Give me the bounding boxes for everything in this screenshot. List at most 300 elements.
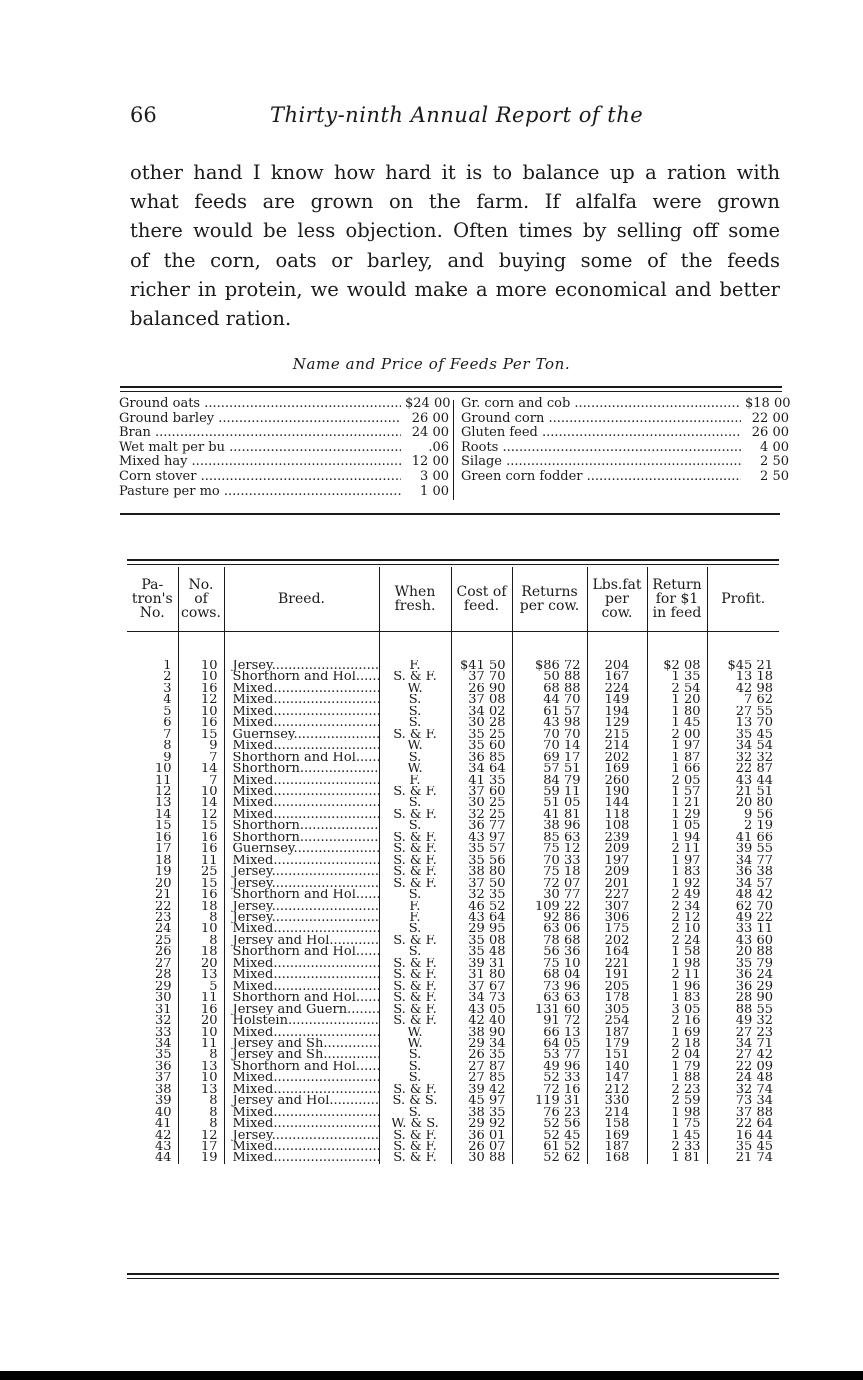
cow-count-cell: 15 xyxy=(178,729,224,740)
header-text: Returns per cow. xyxy=(519,584,580,614)
table-row xyxy=(127,1084,779,1095)
returns-per-cow-cell: 70 14 xyxy=(512,740,587,751)
feed-cost-cell: 30 28 xyxy=(451,717,512,728)
breed-text: Jersey and Hol xyxy=(232,1095,330,1107)
profit-cell: 32 74 xyxy=(707,1084,779,1095)
feed-price-row xyxy=(461,412,789,427)
feed-price-row xyxy=(461,470,789,485)
when-fresh-cell: S. xyxy=(379,752,451,763)
when-fresh-cell: S. & F. xyxy=(379,1130,451,1141)
breed-cell xyxy=(224,775,379,786)
feed-cost-cell: 35 48 xyxy=(451,946,512,957)
return-per-dollar-cell: 1 94 xyxy=(647,832,707,843)
patron-no-cell: 5 xyxy=(163,705,172,718)
cow-count-cell: 16 xyxy=(178,1004,224,1015)
when-fresh-cell: S. xyxy=(379,1107,451,1118)
running-title: Thirty-ninth Annual Report of the xyxy=(270,103,644,127)
leader-dots xyxy=(356,1061,379,1072)
fat-per-cow-cell: 158 xyxy=(587,1118,647,1129)
profit-cell: 62 70 xyxy=(707,901,779,912)
table-row xyxy=(127,912,779,923)
return-per-dollar-cell: 1 80 xyxy=(647,706,707,717)
returns-per-cow-cell: 52 62 xyxy=(512,1152,587,1163)
header-text: Profit. xyxy=(721,591,766,607)
leader-dots xyxy=(272,866,379,877)
returns-per-cow-cell: 51 05 xyxy=(512,797,587,808)
return-per-dollar-cell: 1 20 xyxy=(647,694,707,705)
fat-per-cow-cell: 118 xyxy=(587,809,647,820)
feed-name: Wet malt per bu ..... xyxy=(119,441,401,456)
feed-cost-cell: 37 08 xyxy=(451,694,512,705)
feed-price-row xyxy=(119,426,449,441)
return-per-dollar-cell: 2 10 xyxy=(647,923,707,934)
breed-text: Mixed xyxy=(232,797,274,809)
col-header-fresh xyxy=(379,567,451,632)
returns-per-cow-cell: 92 86 xyxy=(512,912,587,923)
return-per-dollar-cell: 1 81 xyxy=(647,1152,707,1163)
when-fresh-cell: F. xyxy=(379,901,451,912)
breed-cell xyxy=(224,923,379,934)
breed-text: Jersey xyxy=(232,911,272,924)
table-header-row xyxy=(127,567,779,632)
col-header-returns xyxy=(512,567,587,632)
table-row xyxy=(127,866,779,877)
leader-dots xyxy=(356,752,379,763)
patron-no-cell: 29 xyxy=(154,980,172,993)
profit-cell: 9 56 xyxy=(707,809,779,820)
breed-text: Mixed xyxy=(232,682,274,695)
breed-text: Mixed xyxy=(232,785,274,798)
breed-text: Mixed xyxy=(232,1026,274,1038)
cow-count-cell: 10 xyxy=(178,671,224,682)
patron-no-cell: 33 xyxy=(154,1026,172,1038)
feed-cost-cell: 41 35 xyxy=(451,775,512,786)
profit-cell: 27 42 xyxy=(707,1049,779,1060)
patron-no-cell: 25 xyxy=(154,934,172,947)
feed-cost-cell: 35 56 xyxy=(451,855,512,866)
feed-cost-cell: 38 35 xyxy=(451,1107,512,1118)
patron-no-cell: 34 xyxy=(154,1037,172,1050)
cow-count-cell: 12 xyxy=(178,809,224,820)
return-per-dollar-cell: 2 00 xyxy=(647,729,707,740)
feed-price-row xyxy=(119,412,449,427)
returns-per-cow-cell: 44 70 xyxy=(512,694,587,705)
return-per-dollar-cell: 1 98 xyxy=(647,958,707,969)
feed-cost-cell: 31 80 xyxy=(451,969,512,980)
patron-no-cell: 17 xyxy=(154,843,172,855)
when-fresh-cell: S. & F. xyxy=(379,729,451,740)
fat-per-cow-cell: 205 xyxy=(587,981,647,992)
breed-cell xyxy=(224,958,379,969)
when-fresh-cell: S. xyxy=(379,797,451,808)
fat-per-cow-cell: 179 xyxy=(587,1038,647,1049)
breed-cell xyxy=(224,763,379,774)
profit-cell: 22 09 xyxy=(707,1061,779,1072)
breed-text: Mixed xyxy=(232,694,274,706)
return-per-dollar-cell: 2 11 xyxy=(647,843,707,854)
when-fresh-cell: S. xyxy=(379,923,451,934)
table-row xyxy=(127,660,779,671)
leader-dots xyxy=(300,820,379,831)
when-fresh-cell: S. xyxy=(379,694,451,705)
patron-no-cell: 31 xyxy=(154,1003,172,1016)
feed-cost-cell: 34 02 xyxy=(451,706,512,717)
feed-cost-cell: 26 07 xyxy=(451,1141,512,1152)
leader-dots xyxy=(356,992,379,1003)
profit-cell: 7 62 xyxy=(707,694,779,705)
patron-no-cell: 8 xyxy=(163,740,172,752)
return-per-dollar-cell: 1 57 xyxy=(647,786,707,797)
feed-price: 12 00 xyxy=(411,454,449,470)
cow-count-cell: 10 xyxy=(178,923,224,934)
returns-per-cow-cell: 56 36 xyxy=(512,946,587,957)
fat-per-cow-cell: 187 xyxy=(587,1141,647,1152)
cow-count-cell: 13 xyxy=(178,1061,224,1072)
table-row xyxy=(127,683,779,694)
returns-per-cow-cell: 76 23 xyxy=(512,1107,587,1118)
feed-cost-cell: 37 70 xyxy=(451,671,512,682)
breed-cell xyxy=(224,809,379,820)
leader-dots xyxy=(272,660,379,671)
returns-per-cow-cell: 75 12 xyxy=(512,843,587,854)
patron-no-cell: 40 xyxy=(154,1106,172,1119)
table-row xyxy=(127,740,779,751)
table-row xyxy=(127,809,779,820)
returns-per-cow-cell: 109 22 xyxy=(512,901,587,912)
profit-cell: 36 24 xyxy=(707,969,779,980)
cow-count-cell: 25 xyxy=(178,866,224,877)
breed-cell xyxy=(224,866,379,877)
table-row xyxy=(127,706,779,717)
breed-text: Jersey and Sh xyxy=(232,1037,324,1050)
feed-cost-cell: 32 35 xyxy=(451,889,512,900)
breed-text: Mixed xyxy=(232,1072,274,1084)
fat-per-cow-cell: 169 xyxy=(587,763,647,774)
returns-per-cow-cell: 52 33 xyxy=(512,1072,587,1083)
patron-no-cell: 43 xyxy=(154,1141,172,1153)
when-fresh-cell: S. xyxy=(379,946,451,957)
fat-per-cow-cell: 221 xyxy=(587,958,647,969)
breed-text: Shorthorn xyxy=(232,763,300,775)
breed-cell xyxy=(224,1141,379,1152)
return-per-dollar-cell: 2 34 xyxy=(647,901,707,912)
breed-cell xyxy=(224,1130,379,1141)
patron-no-cell: 41 xyxy=(154,1118,172,1130)
feed-cost-cell: 43 97 xyxy=(451,832,512,843)
feed-cost-cell: 26 90 xyxy=(451,683,512,694)
when-fresh-cell: W. xyxy=(379,1038,451,1049)
leader-dots xyxy=(273,1072,379,1083)
when-fresh-cell: S. & F. xyxy=(379,671,451,682)
feed-cost-cell: 36 77 xyxy=(451,820,512,831)
breed-text: Mixed xyxy=(232,1083,274,1096)
feed-prices-title: Name and Price of Feeds Per Ton. xyxy=(292,355,571,373)
col-header-patron xyxy=(127,567,178,632)
leader-dots xyxy=(273,694,379,705)
leader-dots xyxy=(272,878,379,889)
table-row xyxy=(127,820,779,831)
cow-count-cell: 18 xyxy=(178,946,224,957)
breed-text: Shorthorn and Hol xyxy=(232,889,356,901)
breed-cell xyxy=(224,969,379,980)
table-row xyxy=(127,797,779,808)
leader-dots xyxy=(273,740,379,751)
table-row xyxy=(127,1049,779,1060)
table-row xyxy=(127,717,779,728)
table-row xyxy=(127,1004,779,1015)
fat-per-cow-cell: 190 xyxy=(587,786,647,797)
return-per-dollar-cell: 1 75 xyxy=(647,1118,707,1129)
fat-per-cow-cell: 108 xyxy=(587,820,647,831)
profit-cell: 27 55 xyxy=(707,706,779,717)
feed-cost-cell: 38 90 xyxy=(451,1027,512,1038)
return-per-dollar-cell: 1 88 xyxy=(647,1072,707,1083)
return-per-dollar-cell: 1 21 xyxy=(647,797,707,808)
leader-dots xyxy=(351,1004,379,1015)
table-row xyxy=(127,775,779,786)
breed-text: Jersey xyxy=(232,1129,272,1142)
leader-dots xyxy=(356,671,379,682)
patron-no-cell: 27 xyxy=(154,957,172,970)
when-fresh-cell: F. xyxy=(379,775,451,786)
breed-text: Holstein xyxy=(232,1015,288,1027)
feed-cost-cell: 30 25 xyxy=(451,797,512,808)
patron-no-cell: 28 xyxy=(154,969,172,981)
breed-cell xyxy=(224,671,379,682)
feed-cost-cell: 32 25 xyxy=(451,809,512,820)
leader-dots xyxy=(356,946,379,957)
table-row xyxy=(127,878,779,889)
feed-prices-right-column xyxy=(461,397,789,485)
when-fresh-cell: S. & F. xyxy=(379,1141,451,1152)
when-fresh-cell: S. & F. xyxy=(379,809,451,820)
when-fresh-cell: S. xyxy=(379,717,451,728)
breed-text: Mixed xyxy=(232,923,274,935)
leader-dots xyxy=(273,1027,379,1038)
breed-cell xyxy=(224,1027,379,1038)
fat-per-cow-cell: 202 xyxy=(587,935,647,946)
feed-name: Pasture per mo ..... xyxy=(119,485,401,500)
feed-cost-cell: 39 42 xyxy=(451,1084,512,1095)
feed-cost-cell: 37 67 xyxy=(451,981,512,992)
feed-name: Gluten feed ..... xyxy=(461,426,741,441)
breed-text: Shorthorn and Hol xyxy=(232,751,356,764)
header-text: When fresh. xyxy=(394,584,436,614)
table-row xyxy=(127,1038,779,1049)
leader-dots xyxy=(273,981,379,992)
feed-price-row xyxy=(119,441,449,456)
fat-per-cow-cell: 254 xyxy=(587,1015,647,1026)
returns-per-cow-cell: 38 96 xyxy=(512,820,587,831)
feed-price-row xyxy=(119,397,449,412)
feed-price: $18 00 xyxy=(745,396,791,411)
returns-per-cow-cell: 59 11 xyxy=(512,786,587,797)
table-row xyxy=(127,923,779,934)
returns-per-cow-cell: 69 17 xyxy=(512,752,587,763)
cow-count-cell: 16 xyxy=(178,889,224,900)
breed-cell xyxy=(224,992,379,1003)
return-per-dollar-cell: 1 05 xyxy=(647,820,707,831)
return-per-dollar-cell: 1 83 xyxy=(647,992,707,1003)
leader-dots xyxy=(272,901,379,912)
cow-count-cell: 10 xyxy=(178,1027,224,1038)
feed-cost-cell: 37 50 xyxy=(451,878,512,889)
returns-per-cow-cell: 68 04 xyxy=(512,969,587,980)
cow-count-cell: 8 xyxy=(178,935,224,946)
col-header-profit xyxy=(707,567,779,632)
leader-dots xyxy=(273,855,379,866)
feed-price: .06 xyxy=(428,439,449,455)
patron-no-cell: 44 xyxy=(154,1152,172,1164)
profit-cell: 13 70 xyxy=(707,717,779,728)
when-fresh-cell: S. xyxy=(379,1049,451,1060)
feed-cost-cell: 43 64 xyxy=(451,912,512,923)
breed-cell xyxy=(224,889,379,900)
returns-per-cow-cell: 49 96 xyxy=(512,1061,587,1072)
leader-dots xyxy=(323,1038,379,1049)
leader-dots xyxy=(294,843,379,854)
feed-cost-cell: 42 40 xyxy=(451,1015,512,1026)
fat-per-cow-cell: 175 xyxy=(587,923,647,934)
feed-cost-cell: 46 52 xyxy=(451,901,512,912)
patron-no-cell: 14 xyxy=(154,808,172,821)
feed-name: Silage ..... xyxy=(461,455,741,470)
cow-count-cell: 12 xyxy=(178,1130,224,1141)
cow-count-cell: 17 xyxy=(178,1141,224,1152)
table-row xyxy=(127,694,779,705)
cow-count-cell: 11 xyxy=(178,855,224,866)
page-number: 66 xyxy=(130,103,157,127)
feed-price-row xyxy=(119,455,449,470)
leader-dots xyxy=(329,935,379,946)
return-per-dollar-cell: 3 05 xyxy=(647,1004,707,1015)
breed-cell xyxy=(224,935,379,946)
breed-cell xyxy=(224,855,379,866)
feed-name: Bran ..... xyxy=(119,426,401,441)
breed-cell xyxy=(224,820,379,831)
dairy-herd-table xyxy=(127,567,779,1164)
feed-name: Gr. corn and cob ..... xyxy=(461,397,741,412)
leader-dots xyxy=(300,763,379,774)
breed-cell xyxy=(224,946,379,957)
col-header-cost xyxy=(451,567,512,632)
feed-price: 2 50 xyxy=(760,454,789,470)
returns-per-cow-cell: 57 51 xyxy=(512,763,587,774)
scan-edge-bar xyxy=(0,1371,863,1380)
leader-dots xyxy=(273,717,379,728)
feed-cost-cell: 29 95 xyxy=(451,923,512,934)
breed-text: Mixed xyxy=(232,1141,274,1153)
breed-text: Mixed xyxy=(232,854,274,867)
feed-price: 3 00 xyxy=(420,468,449,484)
table-row xyxy=(127,1118,779,1129)
cow-count-cell: 16 xyxy=(178,843,224,854)
profit-cell: 35 45 xyxy=(707,729,779,740)
when-fresh-cell: W. xyxy=(379,740,451,751)
cow-count-cell: 16 xyxy=(178,832,224,843)
when-fresh-cell: S. & F. xyxy=(379,832,451,843)
breed-cell xyxy=(224,1015,379,1026)
profit-cell: 36 38 xyxy=(707,866,779,877)
cow-count-cell: 10 xyxy=(178,786,224,797)
returns-per-cow-cell: 131 60 xyxy=(512,1004,587,1015)
table-row xyxy=(127,752,779,763)
fat-per-cow-cell: 187 xyxy=(587,1027,647,1038)
paragraph-line: other hand I know how hard it is to balance up a ration with xyxy=(130,161,780,184)
patron-no-cell: 20 xyxy=(154,877,172,890)
breed-cell xyxy=(224,797,379,808)
feed-cost-cell: 34 64 xyxy=(451,763,512,774)
leader-dots xyxy=(356,889,379,900)
fat-per-cow-cell: 209 xyxy=(587,843,647,854)
when-fresh-cell: S. & F. xyxy=(379,843,451,854)
cow-count-cell: 8 xyxy=(178,1107,224,1118)
breed-text: Mixed xyxy=(232,1118,274,1130)
when-fresh-cell: S. xyxy=(379,706,451,717)
fat-per-cow-cell: 151 xyxy=(587,1049,647,1060)
cow-count-cell: 16 xyxy=(178,683,224,694)
returns-per-cow-cell: 41 81 xyxy=(512,809,587,820)
table-row xyxy=(127,729,779,740)
patron-no-cell: 6 xyxy=(163,717,172,729)
fat-per-cow-cell: 227 xyxy=(587,889,647,900)
table-bottom-rule-thin xyxy=(127,1278,779,1279)
breed-cell xyxy=(224,832,379,843)
fat-per-cow-cell: 202 xyxy=(587,752,647,763)
feed-name: Green corn fodder ..... xyxy=(461,470,741,485)
cow-count-cell: 7 xyxy=(178,775,224,786)
patron-no-cell: 3 xyxy=(163,682,172,695)
profit-cell: 39 55 xyxy=(707,843,779,854)
cow-count-cell: 20 xyxy=(178,958,224,969)
body-paragraph xyxy=(130,158,780,333)
breed-cell xyxy=(224,1152,379,1163)
feed-cost-cell: 36 85 xyxy=(451,752,512,763)
when-fresh-cell: S. & F. xyxy=(379,1152,451,1163)
fat-per-cow-cell: 178 xyxy=(587,992,647,1003)
fat-per-cow-cell: 224 xyxy=(587,683,647,694)
breed-text: Mixed xyxy=(232,980,274,993)
table-row xyxy=(127,1072,779,1083)
returns-per-cow-cell: 72 16 xyxy=(512,1084,587,1095)
return-per-dollar-cell: 1 66 xyxy=(647,763,707,774)
leader-dots xyxy=(327,1049,379,1060)
when-fresh-cell: W. xyxy=(379,1027,451,1038)
table-top-rule xyxy=(127,559,779,561)
profit-cell: 88 55 xyxy=(707,1004,779,1015)
breed-text: Guernsey xyxy=(232,728,294,741)
cow-count-cell: 8 xyxy=(178,1118,224,1129)
breed-cell xyxy=(224,694,379,705)
profit-cell: 13 18 xyxy=(707,671,779,682)
feed-price-row xyxy=(461,426,789,441)
profit-cell: 22 64 xyxy=(707,1118,779,1129)
breed-cell xyxy=(224,786,379,797)
table-row xyxy=(127,671,779,682)
cow-count-cell: 14 xyxy=(178,763,224,774)
breed-cell xyxy=(224,752,379,763)
return-per-dollar-cell: 2 16 xyxy=(647,1015,707,1026)
feed-cost-cell: 36 01 xyxy=(451,1130,512,1141)
profit-cell: 33 11 xyxy=(707,923,779,934)
fat-per-cow-cell: 164 xyxy=(587,946,647,957)
patron-no-cell: 4 xyxy=(163,694,172,706)
cow-count-cell: 12 xyxy=(178,694,224,705)
feed-cost-cell: 37 60 xyxy=(451,786,512,797)
paragraph-line: what feeds are grown on the farm. If alfalfa were grown xyxy=(130,190,780,214)
cow-count-cell: 15 xyxy=(178,878,224,889)
table-row xyxy=(127,889,779,900)
